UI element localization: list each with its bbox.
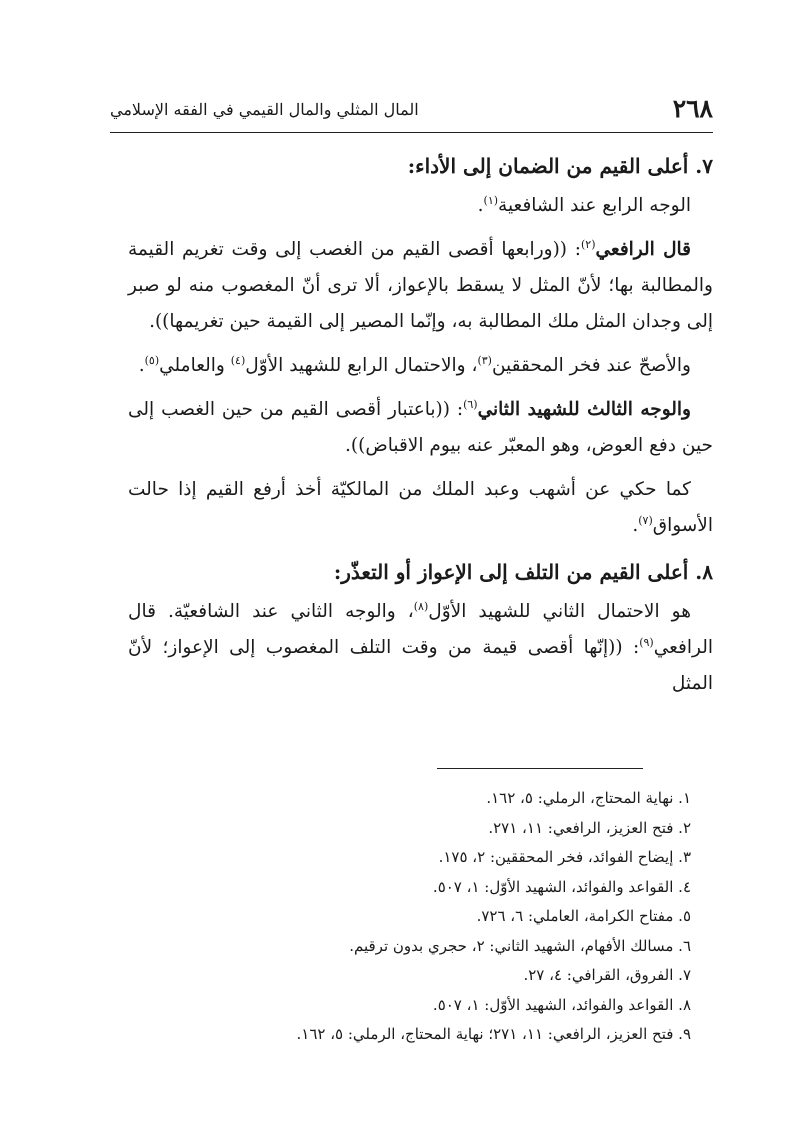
running-title: المال المثلي والمال القيمي في الفقه الإسلامي	[110, 100, 419, 119]
paragraph	[128, 392, 713, 464]
paragraph	[128, 348, 713, 384]
footnote-ref[interactable]: (١)	[483, 193, 499, 207]
paragraph-text: : ((ورابعها أقصى القيم من الغصب إلى وقت تغريم القيمة والمطالبة بها؛ لأنّ المثل لا يسقط بالإعواز، ألا ترى أنّ المغصوب منه لو صبر إلى وجدان المثل ملك المطالبة به، وإنّما المصير إلى القيمة حين تغريمها)).	[128, 239, 713, 332]
footnote-item: ٢. فتح العزيز، الرافعي: ١١، ٢٧١.	[488, 818, 691, 837]
footnote-item: ٦. مسالك الأفهام، الشهيد الثاني: ٢، حجري بدون ترقيم.	[349, 936, 691, 955]
footnote-item: ٣. إيضاح الفوائد، فخر المحققين: ٢، ١٧٥.	[438, 848, 691, 866]
footnote-item: ١. نهاية المحتاج، الرملي: ٥، ١٦٢.	[486, 789, 691, 807]
paragraph-text: : ((باعتبار أقصى القيم من حين الغصب إلى حين دفع العوض، وهو المعبّر عنه بيوم الاقباض)).	[128, 399, 713, 456]
footnote-item: ٨. القواعد والفوائد، الشهيد الأوّل: ١، ٥٠٧.	[432, 995, 691, 1014]
paragraph-lead: قال الرافعي	[595, 239, 691, 260]
footnote-ref[interactable]: (٨)	[413, 599, 429, 613]
main-text	[128, 146, 713, 710]
footnote-ref[interactable]: (٧)	[638, 513, 653, 527]
paragraph	[128, 188, 713, 224]
paragraph-tail: .	[138, 355, 145, 376]
page-header	[110, 92, 713, 133]
paragraph	[128, 594, 713, 702]
paragraph-text: هو الاحتمال الثاني للشهيد الأوّل	[428, 601, 691, 622]
paragraph-tail: .	[632, 515, 639, 536]
paragraph	[128, 232, 713, 340]
paragraph-text: ، والاحتمال الرابع للشهيد الأوّل	[245, 355, 478, 376]
paragraph-text: الوجه الرابع عند الشافعية	[498, 195, 691, 216]
footnote-item: ٩. فتح العزيز، الرافعي: ١١، ٢٧١؛ نهاية المحتاج، الرملي: ٥، ١٦٢.	[296, 1025, 691, 1043]
footnote-ref[interactable]: (٥)	[144, 353, 160, 367]
paragraph-text: والأصحّ عند فخر المحققين	[491, 355, 691, 376]
footnote-ref[interactable]: (٢)	[580, 237, 596, 251]
section-heading-7: ٧. أعلى القيم من الضمان إلى الأداء:	[407, 154, 713, 178]
footnote-separator	[437, 768, 643, 769]
footnote-ref[interactable]: (٤)	[230, 353, 246, 367]
section-heading-8: ٨. أعلى القيم من التلف إلى الإعواز أو التعذّر:	[333, 560, 713, 584]
footnote-ref[interactable]: (٦)	[463, 397, 478, 411]
paragraph-tail: .	[477, 195, 484, 216]
footnote-item: ٧. الفروق، القرافي: ٤، ٢٧.	[523, 966, 691, 984]
paragraph-text: : ((إنّها أقصى قيمة من وقت التلف المغصوب إلى الإعواز؛ لأنّ المثل	[128, 637, 713, 694]
footnote-item: ٤. القواعد والفوائد، الشهيد الأوّل: ١، ٥٠٧.	[432, 877, 691, 896]
paragraph-text: ، والوجه الثاني عند الشافعيّة. قال الرافعي	[128, 601, 714, 658]
footnote-ref[interactable]: (٩)	[639, 635, 654, 649]
paragraph-text: كما حكي عن أشهب وعبد الملك من المالكيّة أخذ أرفع القيم إذا حالت الأسواق	[128, 479, 713, 536]
paragraph-lead: والوجه الثالث للشهيد الثاني	[477, 399, 691, 420]
page-number: ٢٦٨	[672, 94, 713, 123]
footnote-item: ٥. مفتاح الكرامة، العاملي: ٦، ٧٢٦.	[476, 907, 691, 925]
footnote-ref[interactable]: (٣)	[477, 353, 492, 367]
footnotes-list	[110, 784, 713, 1050]
paragraph	[128, 472, 713, 544]
paragraph-text: والعاملي	[159, 355, 231, 376]
